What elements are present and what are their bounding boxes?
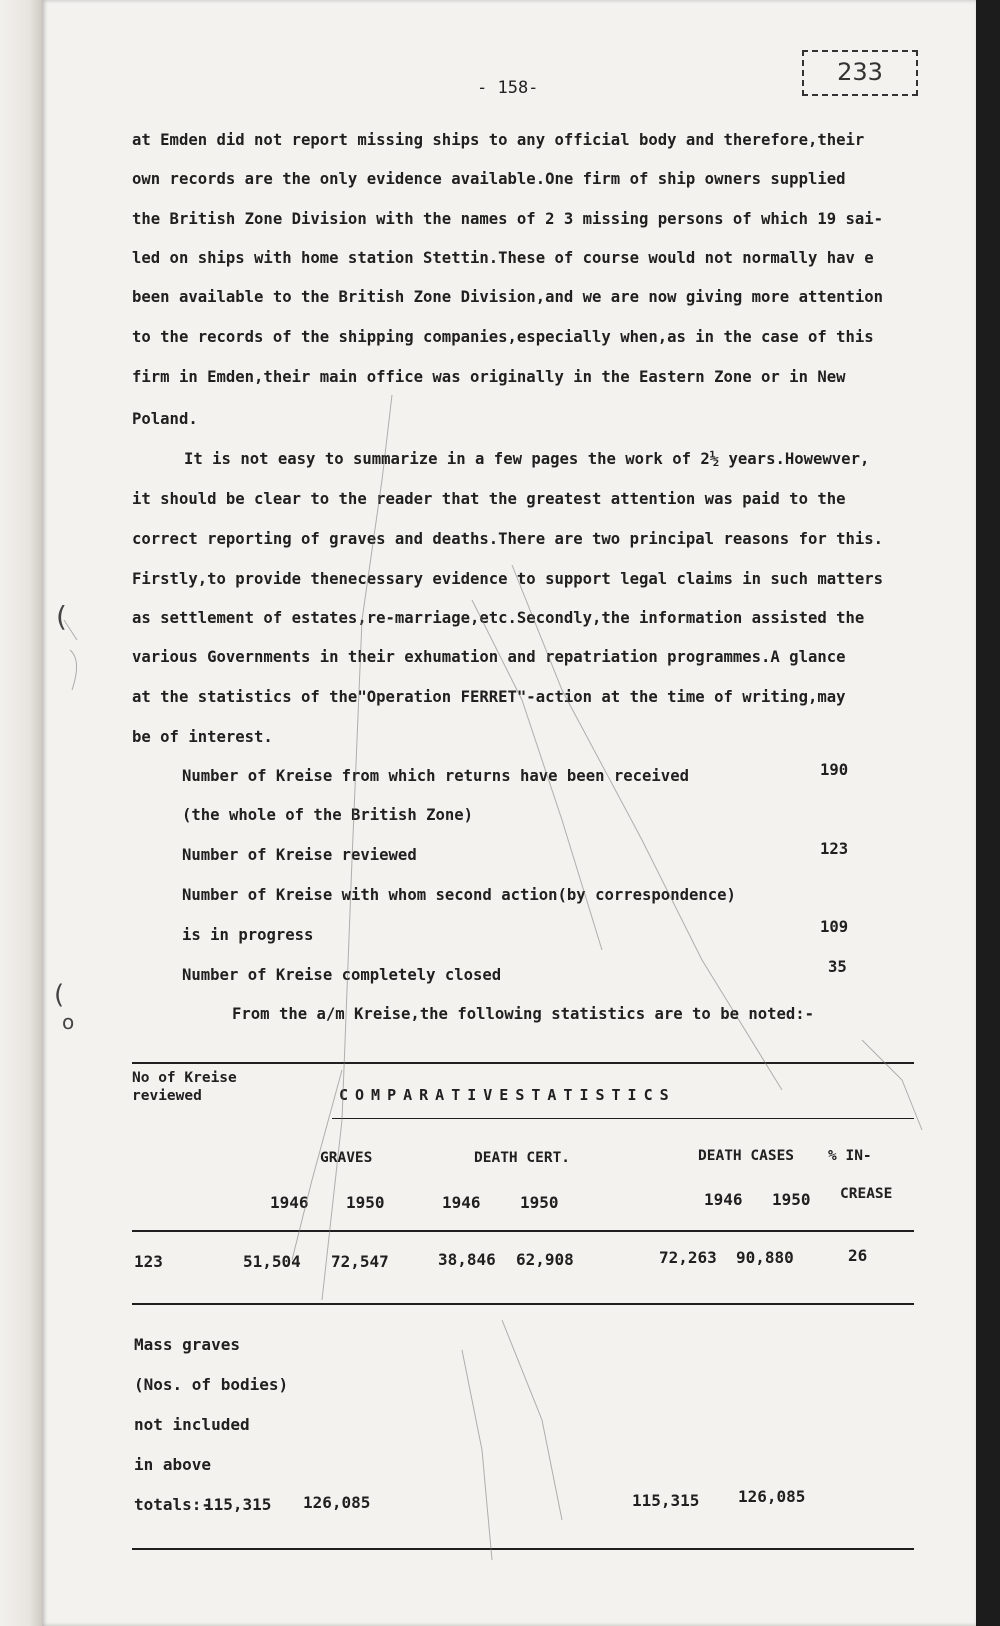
stat-value: 123 [820,840,849,858]
mass-graves-note: (Nos. of bodies) [134,1375,289,1394]
group-header-graves: GRAVES [320,1150,373,1166]
totals-label: totals:- [134,1495,212,1514]
table-rule-top [132,1062,914,1064]
body-line: be of interest. [132,728,273,746]
year-header: 1950 [772,1190,811,1209]
table-rule-header [132,1230,914,1232]
margin-bracket-mark: ( [56,600,67,633]
stat-label: Number of Kreise from which returns have been received [182,767,689,785]
body-line: at Emden did not report missing ships to any official body and therefore,their [132,131,865,149]
table-banner: COMPARATIVESTATISTICS [339,1086,676,1104]
stat-value: 109 [820,918,849,936]
group-header-increase: CREASE [840,1186,893,1202]
stat-value: 190 [820,761,849,779]
row-cases-1950: 90,880 [736,1248,794,1267]
col-header-reviewed: No of Kreise [132,1070,237,1086]
year-header: 1946 [270,1193,309,1212]
row-graves-1946: 51,504 [243,1252,301,1271]
mass-graves-note: Mass graves [134,1335,240,1354]
body-line: correct reporting of graves and deaths.There are two principal reasons for this. [132,530,884,548]
body-line: it should be clear to the reader that the greatest attention was paid to the [132,490,846,508]
table-rule-row [132,1303,914,1305]
row-cert-1946: 38,846 [438,1250,496,1269]
stat-label: Number of Kreise with whom second action(by correspondence) [182,886,736,904]
totals-cases-1950: 126,085 [738,1487,806,1506]
year-header: 1946 [704,1190,743,1209]
table-rule-banner [332,1118,914,1119]
body-line: led on ships with home station Stettin.These of course would not normally hav e [132,249,874,267]
totals-graves-1950: 126,085 [303,1493,371,1512]
mass-graves-note: not included [134,1415,250,1434]
year-header: 1950 [346,1193,385,1212]
previous-page-edge [0,0,42,1626]
row-cases-1946: 72,263 [659,1248,717,1267]
mass-graves-note: in above [134,1455,212,1474]
body-line: to the records of the shipping companies,especially when,as in the case of this [132,328,874,346]
body-line: Firstly,to provide thenecessary evidence to support legal claims in such matters [132,570,884,588]
row-cert-1950: 62,908 [516,1250,574,1269]
year-header: 1950 [520,1193,559,1212]
stats-intro: From the a/m Kreise,the following statistics are to be noted:- [232,1005,815,1023]
row-reviewed: 123 [134,1252,163,1271]
body-line: been available to the British Zone Division,and we are now giving more attention [132,288,884,306]
stat-label: (the whole of the British Zone) [182,806,474,824]
body-line: own records are the only evidence available.One firm of ship owners supplied [132,170,846,188]
table-rule-bottom [132,1548,914,1550]
col-header-reviewed: reviewed [132,1088,202,1104]
body-line: It is not easy to summarize in a few pages the work of 2½ years.Howewver, [184,450,870,468]
totals-graves-1946: 115,315 [204,1495,272,1514]
stat-label: is in progress [182,926,314,944]
body-line: firm in Emden,their main office was originally in the Eastern Zone or in New [132,368,846,386]
row-increase: 26 [848,1246,868,1265]
group-header-death-cases: DEATH CASES [698,1148,795,1164]
stat-value: 35 [828,958,847,976]
archive-stamp: 233 [802,50,918,96]
document-page [42,0,976,1626]
body-line: as settlement of estates,re-marriage,etc.Secondly,the information assisted the [132,609,865,627]
body-line: at the statistics of the"Operation FERRET"-action at the time of writing,may [132,688,846,706]
margin-pencil-mark: o [62,1010,75,1034]
stat-label: Number of Kreise completely closed [182,966,502,984]
stat-label: Number of Kreise reviewed [182,846,417,864]
page-number: - 158- [477,78,539,98]
year-header: 1946 [442,1193,481,1212]
row-graves-1950: 72,547 [331,1252,389,1271]
margin-bracket-mark: ( [54,980,65,1010]
group-header-death-cert: DEATH CERT. [474,1150,571,1166]
body-line: Poland. [132,410,198,428]
body-line: the British Zone Division with the names of 2 3 missing persons of which 19 sai- [132,210,884,228]
group-header-increase: % IN- [828,1148,872,1164]
body-line: various Governments in their exhumation and repatriation programmes.A glance [132,648,846,666]
totals-cases-1946: 115,315 [632,1491,700,1510]
